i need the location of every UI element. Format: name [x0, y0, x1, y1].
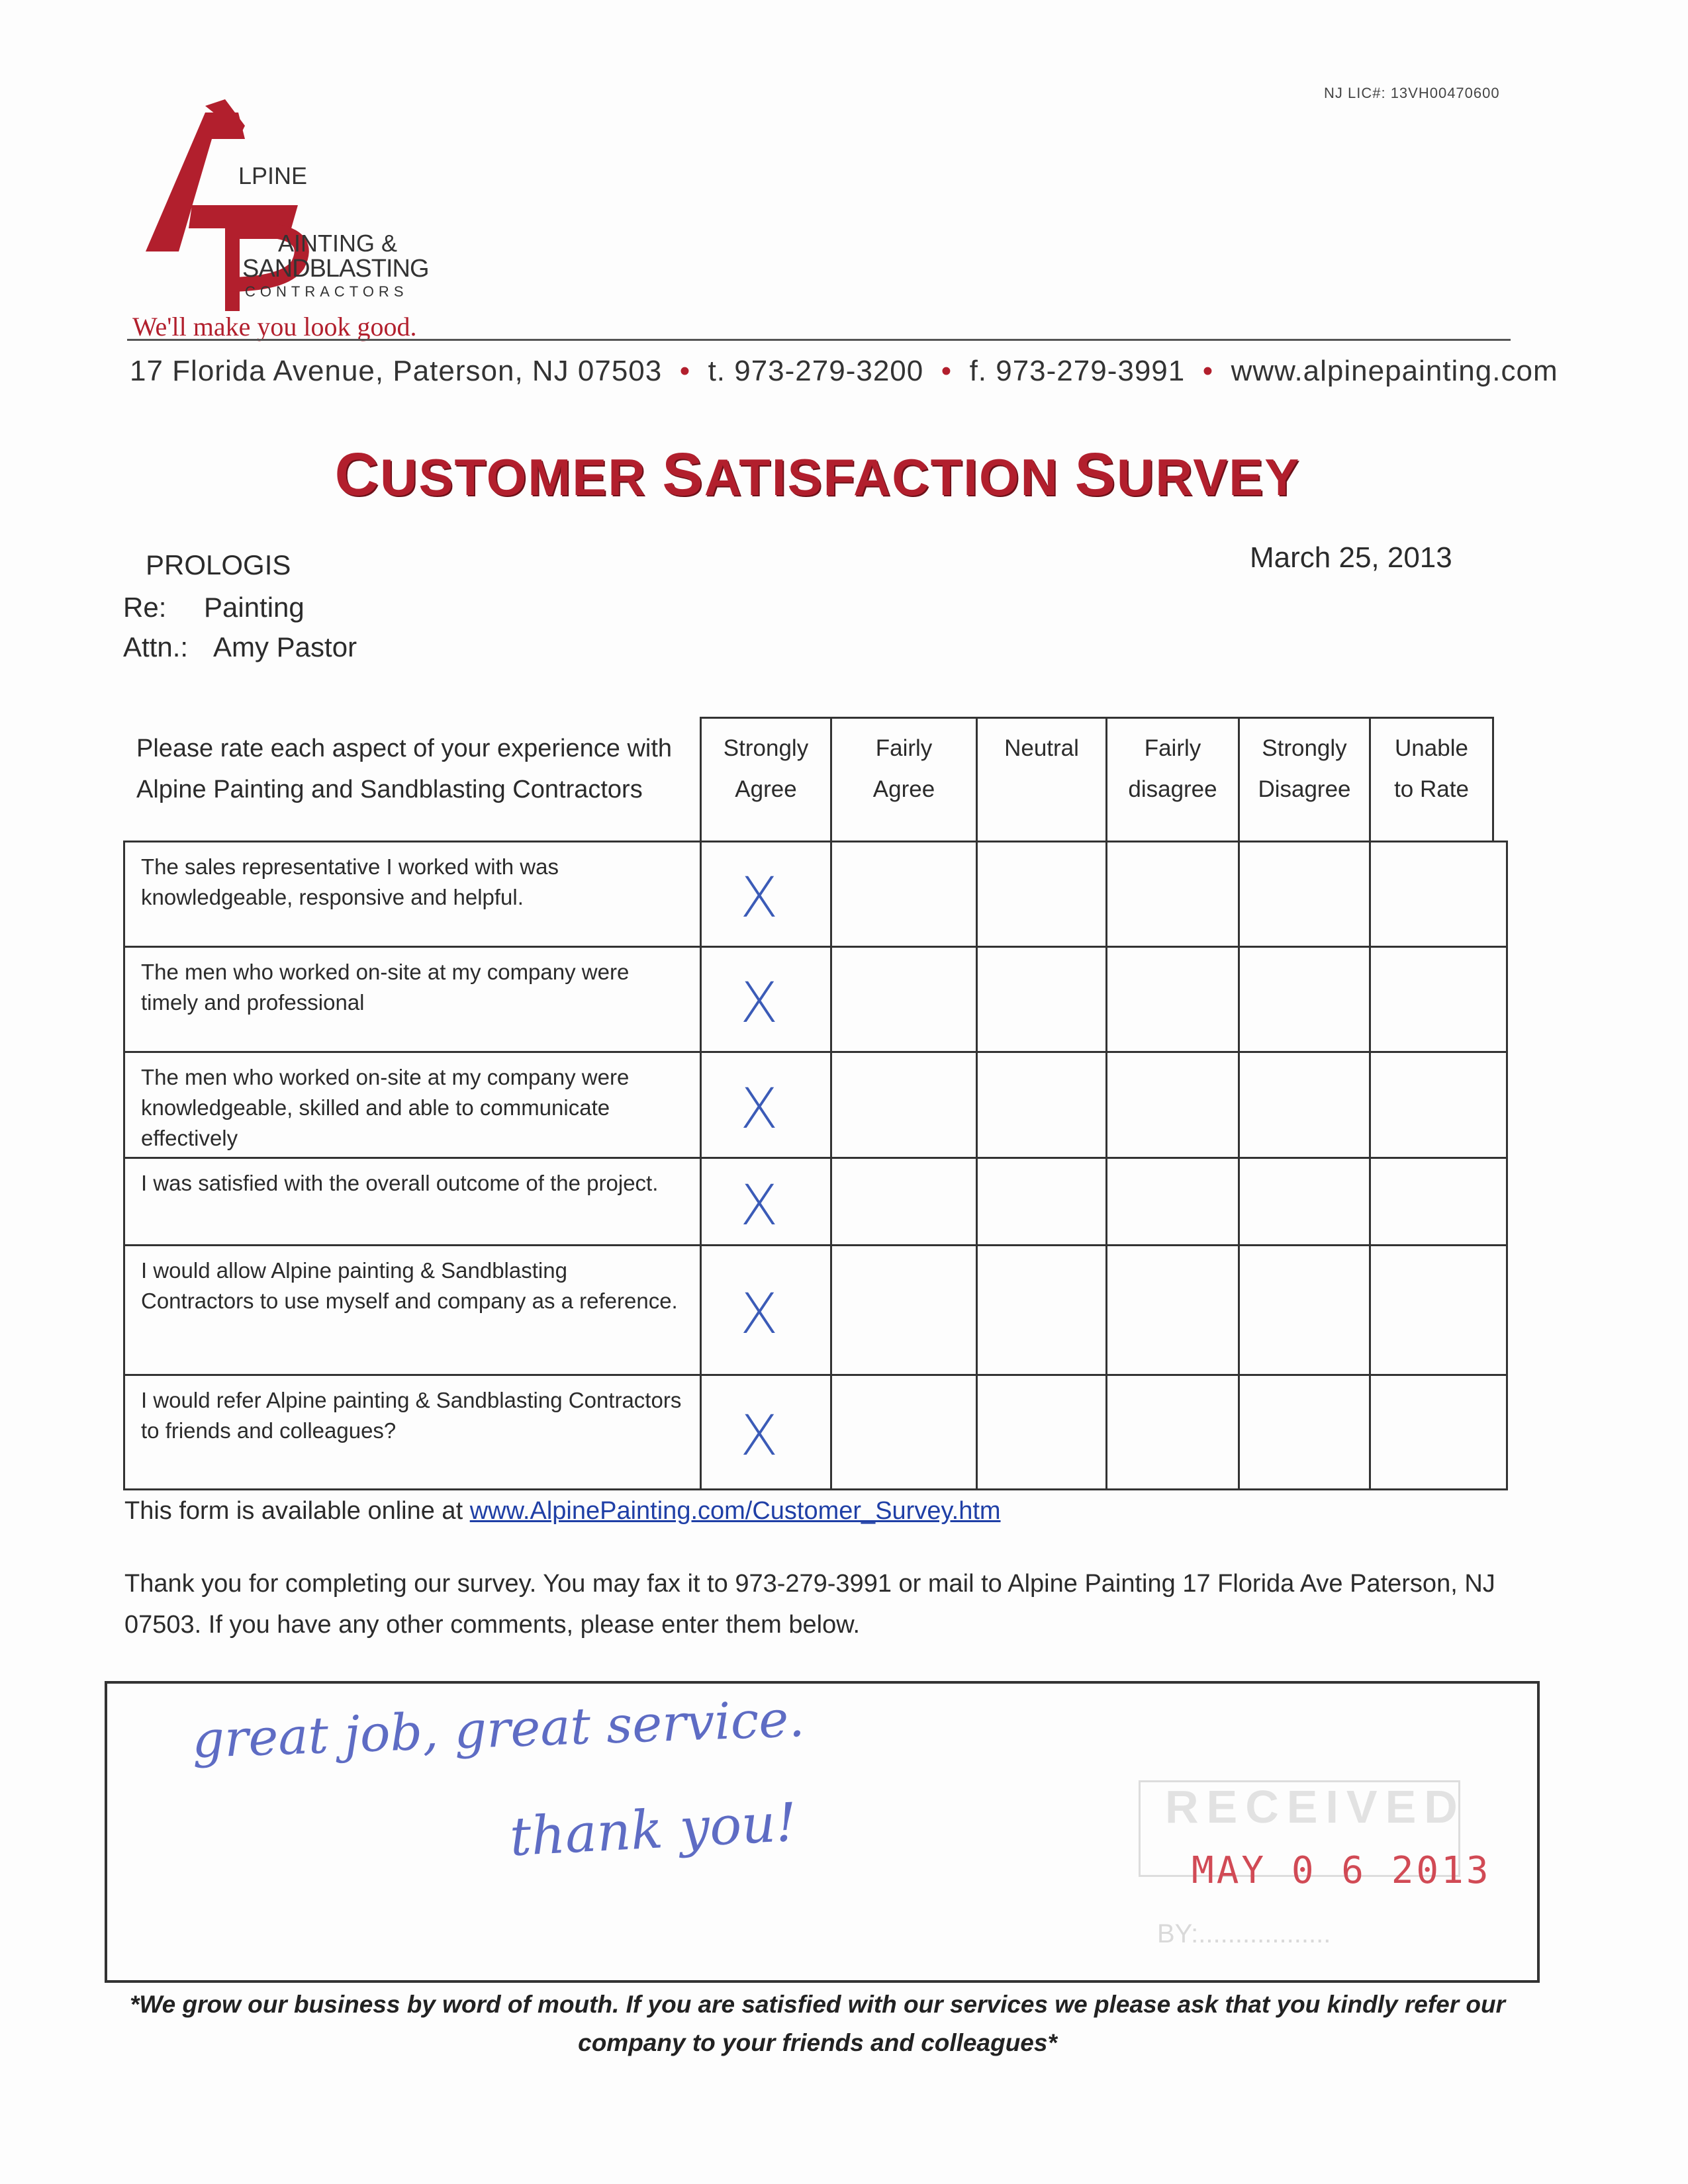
rating-cell[interactable] [702, 1246, 832, 1374]
rating-cell[interactable] [1371, 1246, 1494, 1374]
rating-cell[interactable] [1240, 1053, 1371, 1157]
rating-cell[interactable] [832, 1053, 978, 1157]
attn-value: Amy Pastor [213, 631, 357, 662]
logo-line3: SANDBLASTING [242, 255, 429, 283]
rating-column-header: Strongly Agree [700, 717, 832, 842]
rating-cell[interactable] [1107, 1376, 1240, 1488]
question-text: I would refer Alpine painting & Sandblasting Contractors to friends and colleagues? [141, 1388, 682, 1443]
rating-cell[interactable] [978, 1159, 1107, 1244]
survey-row [123, 1051, 1508, 1159]
re-label: Re: [123, 592, 167, 623]
company-logo [126, 99, 470, 338]
rating-cell[interactable] [978, 842, 1107, 946]
logo-line4: CONTRACTORS [245, 283, 408, 300]
rating-cell[interactable] [702, 948, 832, 1051]
survey-intro: Please rate each aspect of your experience with Alpine Painting and Sandblasting Contractors [136, 735, 673, 803]
rating-cell[interactable] [702, 1053, 832, 1157]
rating-cell[interactable] [832, 842, 978, 946]
bullet: • [941, 355, 953, 387]
question-text: The sales representative I worked with was knowledgeable, responsive and helpful. [141, 854, 559, 909]
contact-line [130, 355, 1558, 388]
rating-column-header: Unable to Rate [1369, 717, 1494, 842]
rating-cell[interactable] [1371, 1053, 1494, 1157]
logo-line1: LPINE [238, 162, 308, 189]
logo-mark [126, 99, 470, 338]
survey-row [123, 1157, 1508, 1246]
survey-row [123, 1374, 1508, 1490]
check-mark: X [740, 1403, 778, 1468]
question-text: The men who worked on-site at my company were knowledgeable, skilled and able to communicate effectively [141, 1065, 630, 1150]
re-value: Painting [204, 592, 305, 623]
rating-column-header: Fairly disagree [1105, 717, 1240, 842]
question-text: The men who worked on-site at my company were timely and professional [141, 960, 630, 1015]
rating-column-header: Neutral [976, 717, 1107, 842]
rating-cell[interactable] [978, 1376, 1107, 1488]
check-mark: X [740, 865, 778, 930]
footer-note: *We grow our business by word of mouth. If you are satisfied with our services we please ask that you kindly refer our company to your friends and colleagues* [130, 1991, 1505, 2056]
rating-cell[interactable] [702, 1376, 832, 1488]
handwritten-comment-line1: great job, great service. [191, 1688, 806, 1770]
rating-cell[interactable] [702, 1159, 832, 1244]
rating-cell[interactable] [1240, 1246, 1371, 1374]
rating-cell[interactable] [978, 948, 1107, 1051]
website: www.alpinepainting.com [1231, 355, 1558, 387]
rating-cell[interactable] [832, 1376, 978, 1488]
rating-cell[interactable] [978, 1246, 1107, 1374]
rating-cell[interactable] [1240, 1376, 1371, 1488]
rating-cell[interactable] [1107, 948, 1240, 1051]
address: 17 Florida Avenue, Paterson, NJ 07503 [130, 355, 663, 387]
rating-cell[interactable] [1107, 1053, 1240, 1157]
survey-row [123, 946, 1508, 1053]
rating-cell[interactable] [1107, 1159, 1240, 1244]
page-title: CUSTOMER SATISFACTION SURVEY [334, 441, 1301, 508]
rating-cell[interactable] [1107, 1246, 1240, 1374]
rating-cell[interactable] [832, 1246, 978, 1374]
rating-cell[interactable] [1107, 842, 1240, 946]
license-number: NJ LIC#: 13VH00470600 [1324, 85, 1500, 101]
check-mark: X [740, 970, 778, 1035]
attn-label: Attn.: [123, 631, 189, 662]
online-note: This form is available online at www.AlpinePainting.com/Customer_Survey.htm [124, 1497, 1001, 1525]
survey-date: March 25, 2013 [1250, 541, 1452, 574]
check-mark: X [740, 1075, 778, 1141]
check-mark: X [740, 1172, 778, 1238]
check-mark: X [740, 1281, 778, 1346]
rating-cell[interactable] [978, 1053, 1107, 1157]
rating-cell[interactable] [1240, 842, 1371, 946]
rating-cell[interactable] [1240, 1159, 1371, 1244]
rating-column-header: Fairly Agree [830, 717, 978, 842]
survey-link[interactable]: www.AlpinePainting.com/Customer_Survey.htm [469, 1497, 1001, 1525]
handwritten-comment-line2: thank you! [508, 1791, 798, 1868]
rating-cell[interactable] [832, 1159, 978, 1244]
rating-column-header: Strongly Disagree [1238, 717, 1371, 842]
rating-cell[interactable] [1371, 1159, 1494, 1244]
rating-cell[interactable] [1371, 1376, 1494, 1488]
received-stamp-by: BY:.................. [1157, 1919, 1331, 1948]
question-text: I was satisfied with the overall outcome of the project. [141, 1171, 659, 1195]
received-stamp-header: RECEIVED [1165, 1781, 1466, 1833]
rating-cell[interactable] [1371, 842, 1494, 946]
header-rule [127, 339, 1511, 341]
bullet: • [679, 355, 691, 387]
thank-you-note: Thank you for completing our survey. You may fax it to 973-279-3991 or mail to Alpine Painting 17 Florida Ave Paterson, NJ 07503. If you have any other comments, please enter them below. [124, 1570, 1495, 1639]
logo-line2: AINTING & [278, 230, 398, 257]
phone: t. 973-279-3200 [708, 355, 924, 387]
received-stamp-date: MAY 0 6 2013 [1192, 1849, 1491, 1892]
survey-row [123, 1244, 1508, 1376]
client-name: PROLOGIS [146, 549, 291, 580]
tagline: We'll make you look good. [132, 312, 417, 341]
rating-cell[interactable] [1371, 948, 1494, 1051]
rating-cell[interactable] [702, 842, 832, 946]
bullet: • [1202, 355, 1214, 387]
question-text: I would allow Alpine painting & Sandblasting Contractors to use myself and company as a reference. [141, 1258, 678, 1313]
rating-cell[interactable] [832, 948, 978, 1051]
rating-cell[interactable] [1240, 948, 1371, 1051]
fax: f. 973-279-3991 [969, 355, 1186, 387]
survey-row [123, 841, 1508, 948]
